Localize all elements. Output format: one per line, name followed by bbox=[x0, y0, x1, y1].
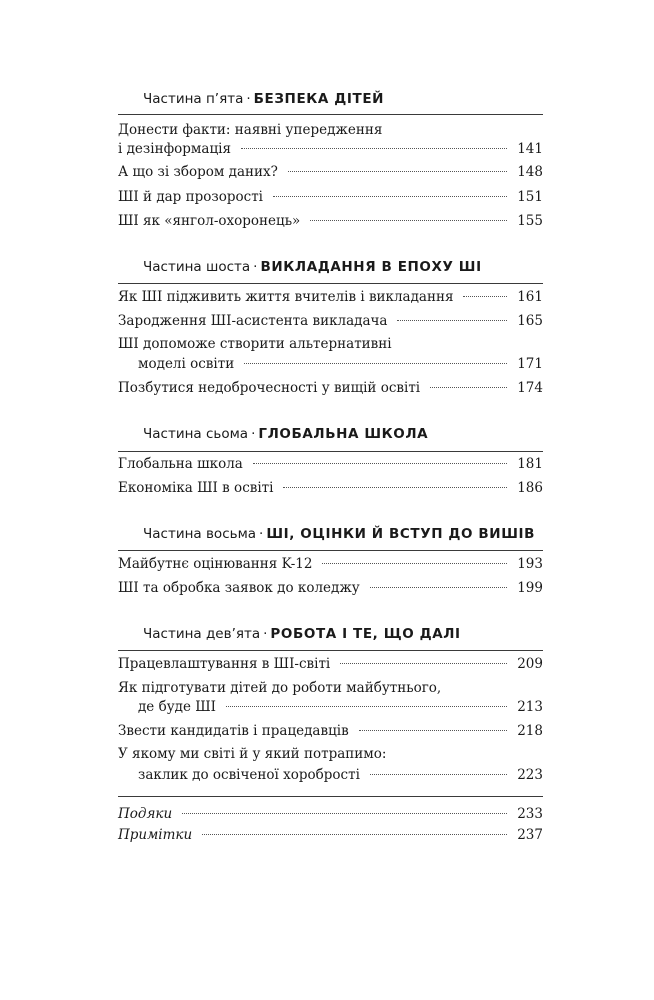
page-number: 141 bbox=[517, 141, 543, 157]
dot-leader bbox=[430, 387, 507, 388]
part-label: Частина сьома bbox=[143, 426, 249, 442]
entry-title: моделі освіти bbox=[138, 356, 235, 372]
entry-title: Майбутнє оцінювання K-12 bbox=[118, 556, 313, 572]
entry-title: де буде ШІ bbox=[138, 699, 216, 715]
entry-title: ШІ як «янгол-охоронець» bbox=[118, 213, 301, 229]
toc-entry[interactable] bbox=[118, 553, 543, 575]
toc-entry[interactable] bbox=[118, 161, 543, 183]
separator-dot: · bbox=[259, 526, 264, 542]
toc-entry[interactable] bbox=[118, 353, 543, 375]
part-title: ВИКЛАДАННЯ В ЕПОХУ ШІ bbox=[260, 259, 482, 275]
entry-title: Працевлаштування в ШІ-світі bbox=[118, 656, 331, 672]
dot-leader bbox=[340, 663, 507, 664]
toc-entry[interactable] bbox=[118, 653, 543, 675]
entry-title: Примітки bbox=[118, 827, 193, 843]
toc-entry[interactable] bbox=[118, 764, 543, 786]
dot-leader bbox=[253, 463, 507, 464]
dot-leader bbox=[359, 730, 508, 731]
dot-leader bbox=[370, 587, 508, 588]
section-rule bbox=[118, 451, 543, 452]
page-number: 186 bbox=[517, 480, 543, 496]
part-label: Частина дев’ята bbox=[143, 626, 261, 642]
page-number: 193 bbox=[517, 556, 543, 572]
toc-entry[interactable] bbox=[118, 186, 543, 208]
page-number: 237 bbox=[517, 827, 543, 843]
toc-entry[interactable] bbox=[118, 696, 543, 718]
toc-entry[interactable] bbox=[118, 577, 543, 599]
page-number: 165 bbox=[517, 313, 543, 329]
part-label: Частина восьма bbox=[143, 526, 257, 542]
dot-leader bbox=[283, 487, 507, 488]
dot-leader bbox=[273, 196, 507, 197]
toc-entry[interactable] bbox=[118, 453, 543, 475]
separator-dot: · bbox=[253, 259, 258, 275]
toc-entry[interactable] bbox=[118, 720, 543, 742]
part-heading bbox=[143, 426, 428, 442]
dot-leader bbox=[202, 834, 507, 835]
entry-title: Зародження ШІ-асистента викладача bbox=[118, 313, 388, 329]
entry-title: А що зі збором даних? bbox=[118, 164, 278, 180]
entry-title: Як ШІ підживить життя вчителів і викладання bbox=[118, 289, 454, 305]
page-number: 209 bbox=[517, 656, 543, 672]
entry-title: Економіка ШІ в освіті bbox=[118, 480, 274, 496]
toc-entry-first-line: Як підготувати дітей до роботи майбутнього, bbox=[118, 680, 442, 696]
entry-title: ШІ та обробка заявок до коледжу bbox=[118, 580, 360, 596]
part-title: РОБОТА І ТЕ, ЩО ДАЛІ bbox=[270, 626, 461, 642]
part-label: Частина п’ята bbox=[143, 91, 244, 107]
part-heading bbox=[143, 91, 384, 107]
toc-entry[interactable] bbox=[118, 824, 543, 846]
page-number: 213 bbox=[517, 699, 543, 715]
entry-title: і дезінформація bbox=[118, 141, 231, 157]
dot-leader bbox=[226, 706, 507, 707]
part-title: БЕЗПЕКА ДІТЕЙ bbox=[253, 91, 385, 107]
toc-entry[interactable] bbox=[118, 210, 543, 232]
part-title: ШІ, ОЦІНКИ Й ВСТУП ДО ВИШІВ bbox=[266, 526, 536, 542]
section-rule bbox=[118, 550, 543, 551]
dot-leader bbox=[370, 774, 507, 775]
toc-entry[interactable] bbox=[118, 310, 543, 332]
part-heading bbox=[143, 626, 461, 642]
page-number: 181 bbox=[517, 456, 543, 472]
entry-title: Позбутися недоброчесності у вищій освіті bbox=[118, 380, 421, 396]
toc-entry-first-line: ШІ допоможе створити альтернативні bbox=[118, 336, 392, 352]
section-rule bbox=[118, 114, 543, 115]
section-rule bbox=[118, 283, 543, 284]
entry-title: ШІ й дар прозорості bbox=[118, 189, 263, 205]
dot-leader bbox=[322, 563, 507, 564]
dot-leader bbox=[182, 813, 507, 814]
page-number: 218 bbox=[517, 723, 543, 739]
part-title: ГЛОБАЛЬНА ШКОЛА bbox=[258, 426, 429, 442]
page-number: 233 bbox=[517, 806, 543, 822]
entry-title: заклик до освіченої хоробрості bbox=[138, 767, 360, 783]
dot-leader bbox=[288, 171, 507, 172]
part-heading bbox=[143, 526, 535, 542]
page-number: 199 bbox=[517, 580, 543, 596]
page-number: 174 bbox=[517, 380, 543, 396]
toc-entry[interactable] bbox=[118, 803, 543, 825]
entry-title: Подяки bbox=[118, 806, 173, 822]
page-number: 151 bbox=[517, 189, 543, 205]
dot-leader bbox=[241, 148, 507, 149]
separator-dot: · bbox=[251, 426, 256, 442]
section-rule bbox=[118, 796, 543, 797]
part-heading bbox=[143, 259, 482, 275]
separator-dot: · bbox=[246, 91, 251, 107]
dot-leader bbox=[397, 320, 507, 321]
toc-entry[interactable] bbox=[118, 286, 543, 308]
dot-leader bbox=[244, 363, 507, 364]
part-label: Частина шоста bbox=[143, 259, 251, 275]
section-rule bbox=[118, 650, 543, 651]
separator-dot: · bbox=[263, 626, 268, 642]
dot-leader bbox=[310, 220, 507, 221]
toc-entry[interactable] bbox=[118, 477, 543, 499]
page-number: 171 bbox=[517, 356, 543, 372]
toc-entry[interactable] bbox=[118, 138, 543, 160]
page-number: 155 bbox=[517, 213, 543, 229]
toc-entry[interactable] bbox=[118, 377, 543, 399]
entry-title: Звести кандидатів і працедавців bbox=[118, 723, 349, 739]
entry-title: Глобальна школа bbox=[118, 456, 243, 472]
page-number: 223 bbox=[517, 767, 543, 783]
dot-leader bbox=[463, 296, 507, 297]
page-number: 148 bbox=[517, 164, 543, 180]
toc-entry-first-line: Донести факти: наявні упередження bbox=[118, 122, 383, 138]
page-number: 161 bbox=[517, 289, 543, 305]
toc-entry-first-line: У якому ми світі й у який потрапимо: bbox=[118, 746, 387, 762]
